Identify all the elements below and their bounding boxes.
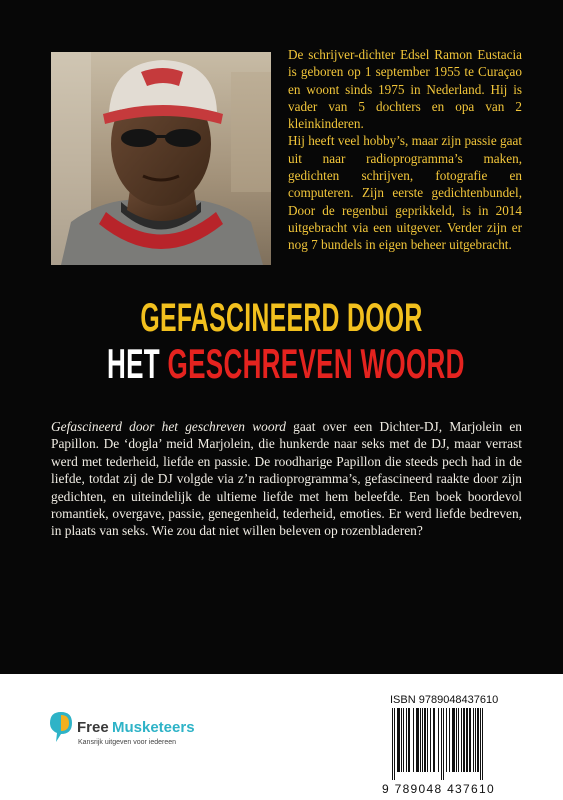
barcode-bar [463, 708, 465, 772]
barcode-bar [424, 708, 426, 772]
blurb-italic-title: Gefascineerd door het geschreven woord [51, 419, 286, 434]
speech-bubble-icon [48, 710, 74, 744]
barcode-bar [482, 708, 483, 780]
author-photo [51, 52, 271, 265]
book-title-line-2 [106, 340, 465, 388]
barcode-bar [452, 708, 455, 772]
isbn-barcode [382, 694, 528, 796]
blurb-paragraph [51, 418, 522, 540]
book-title-line-1: GEFASCINEERD DOOR [140, 296, 423, 340]
barcode-bar [438, 708, 439, 772]
isbn-label: ISBN 9789048437610 [390, 694, 499, 706]
barcode-bar [430, 708, 431, 772]
barcode-bar [469, 708, 471, 772]
barcode-bar [413, 708, 414, 772]
barcode-bar [422, 708, 423, 772]
barcode-bar [420, 708, 421, 772]
barcode-bar [397, 708, 400, 772]
barcode-bar [477, 708, 479, 772]
author-portrait-illustration [51, 52, 271, 265]
barcode-bar [473, 708, 474, 772]
barcode-bar [461, 708, 462, 772]
barcode-bar [449, 708, 450, 772]
barcode-bar [441, 708, 442, 780]
barcode-bar [480, 708, 481, 780]
book-title-geschreven-woord: GESCHREVEN WOORD [167, 340, 465, 387]
barcode-bar [416, 708, 419, 772]
publisher-name-free: Free [77, 719, 109, 736]
bio-paragraph: Hij heeft veel hobby’s, maar zijn passie gaat uit naar radioprogramma’s maken, gedichten schrijven, fotografie en computeren. Zijn eerste gedichtenbundel, Door de regenbui geprikkeld, is in 2014 uitgebracht via een uitgever. Verder zijn er nog 7 bundels in eigen beheer uitgebracht. [288, 133, 522, 253]
barcode-bar [443, 708, 444, 780]
barcode-bar [408, 708, 410, 772]
publisher-tagline: Kansrijk uitgeven voor iedereen [78, 739, 177, 746]
barcode-bar [401, 708, 402, 772]
book-title-het: HET [106, 340, 160, 387]
bio-paragraph: De schrijver-dichter Edsel Ramon Eustacia is geboren op 1 september 1955 te Curaçao en woont sinds 1975 in Nederland. Hij is vader van 5 dochters en opa van 2 kleinkinderen. [288, 47, 522, 132]
barcode-bar [446, 708, 447, 772]
barcode-bar [427, 708, 428, 772]
book-blurb [51, 418, 522, 540]
barcode-bars [382, 708, 528, 780]
barcode-bar [456, 708, 457, 772]
barcode-bar [406, 708, 407, 772]
barcode-bar [458, 708, 459, 772]
barcode-digits: 9 789048 437610 [382, 782, 495, 796]
barcode-bar [394, 708, 395, 780]
barcode-bar [466, 708, 468, 772]
blurb-text: gaat over een Dichter-DJ, Marjolein en Papillon. De ‘dogla’ meid Marjolein, die hunkerde naar seks met de DJ, maar verrast werd met tederheid, liefde en passie. De roodharige Papillon die steeds pech had in de liefde, totdat zij de DJ volgde via z’n radioprogramma’s, gefascineerd raakte door zijn gedichten, en uiteindelijk de ultieme liefde met hem beleefde. Een boek boordevol romantiek, overgave, passie, genegenheid, tederheid, emoties. Er werd liefde bedreven, in plaats van seks. Wie zou dat niet willen beleven op rozenbladeren? [51, 419, 523, 539]
back-cover-footer [0, 674, 563, 800]
barcode-bar [433, 708, 435, 772]
barcode-bar [403, 708, 404, 772]
publisher-logo [48, 704, 208, 764]
author-bio [288, 46, 522, 254]
barcode-bar [475, 708, 476, 772]
publisher-name-musketeers: Musketeers [112, 719, 195, 736]
barcode-bar [392, 708, 393, 780]
